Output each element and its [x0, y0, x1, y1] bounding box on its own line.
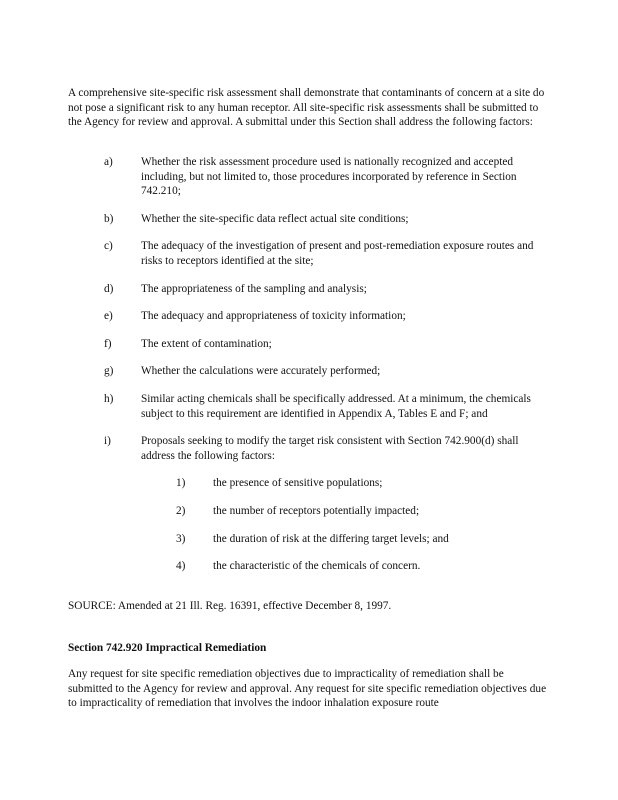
- factor-item: [0, 337, 618, 352]
- subfactor-text: the characteristic of the chemicals of concern.: [213, 560, 421, 573]
- subfactor-list: [0, 476, 618, 573]
- factor-text: Whether the calculations were accurately performed;: [141, 365, 381, 378]
- factor-text: Similar acting chemicals shall be specifically addressed. At a minimum, the chemicals subject to this requirement are identified in Appendix A, Tables E and F; and: [141, 392, 531, 420]
- subfactor-item: [0, 476, 618, 491]
- factor-text: Whether the risk assessment procedure used is nationally recognized and accepted including, but not limited to, those procedures incorporated by reference in Section 742.210;: [141, 156, 517, 198]
- factor-item: [0, 434, 618, 463]
- factor-label: h): [104, 392, 114, 405]
- subfactor-item: [0, 532, 618, 547]
- factor-label: f): [104, 337, 112, 350]
- intro-paragraph: A comprehensive site-specific risk assessment shall demonstrate that contaminants of concern at a site do not pose a significant risk to any human receptor. All site-specific risk assessments shall be submitted to the Agency for review and approval. A submittal under this Section shall address the following factors:: [68, 87, 545, 129]
- subfactor-label: 2): [176, 504, 186, 517]
- factor-item: [0, 155, 618, 199]
- factor-label: e): [104, 310, 113, 323]
- factor-text: The adequacy of the investigation of present and post-remediation exposure routes and risks to receptors identified at the site;: [141, 240, 534, 267]
- factor-label: d): [104, 282, 114, 295]
- factor-text: Proposals seeking to modify the target risk consistent with Section 742.900(d) shall address the following factors:: [141, 435, 519, 462]
- subfactor-text: the number of receptors potentially impacted;: [213, 504, 420, 517]
- subfactor-label: 1): [176, 477, 186, 490]
- factor-label: i): [104, 435, 111, 448]
- subfactor-text: the presence of sensitive populations;: [213, 477, 383, 490]
- factor-label: b): [104, 212, 114, 225]
- factor-item: [0, 239, 618, 268]
- subfactor-label: 4): [176, 560, 186, 573]
- source-note: SOURCE: Amended at 21 Ill. Reg. 16391, effective December 8, 1997.: [68, 600, 392, 612]
- factor-item: [0, 282, 618, 297]
- factor-item: [0, 309, 618, 324]
- factor-list: [0, 155, 618, 574]
- factor-item: [0, 392, 618, 421]
- factor-text: The adequacy and appropriateness of toxicity information;: [141, 310, 406, 323]
- subfactor-item: [0, 559, 618, 574]
- factor-item: [0, 212, 618, 227]
- factor-label: a): [104, 156, 113, 168]
- factor-text: The extent of contamination;: [141, 337, 272, 350]
- section-heading: Section 742.920 Impractical Remediation: [68, 642, 267, 654]
- subfactor-label: 3): [176, 532, 186, 545]
- section-paragraph: Any request for site specific remediation objectives due to impracticality of remediation shall be submitted to the Agency for review and approval. Any request for site specific remediation objectives due to impracticality of remediation that involves the indoor inhalation exposure route: [68, 668, 547, 710]
- factor-label: c): [104, 240, 113, 253]
- subfactor-group: [0, 476, 618, 573]
- factor-label: g): [104, 365, 114, 378]
- factor-text: Whether the site-specific data reflect actual site conditions;: [141, 212, 409, 225]
- subfactor-item: [0, 504, 618, 519]
- subfactor-text: the duration of risk at the differing target levels; and: [213, 532, 449, 545]
- factor-item: [0, 364, 618, 379]
- factor-text: The appropriateness of the sampling and analysis;: [141, 282, 367, 295]
